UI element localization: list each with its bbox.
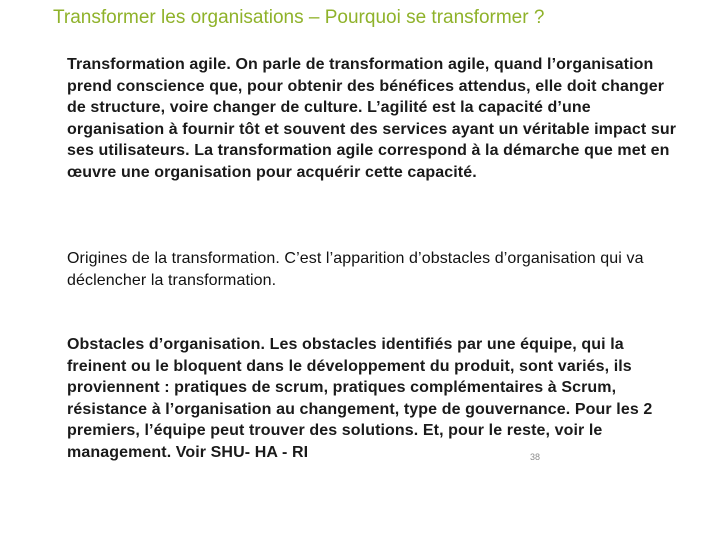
paragraph-transformation-agile: Transformation agile. On parle de transformation agile, quand l’organisation prend conscience que, pour obtenir des bénéfices attendus, elle doit changer de structure, voire changer de culture. L’agilité est la capacité d’une organisation à fournir tôt et souvent des services ayant un véritable impact sur ses utilisateurs. La transformation agile correspond à la démarche que met en œuvre une organisation pour acquérir cette capacité. [67, 56, 677, 181]
slide-title: Transformer les organisations – Pourquoi se transformer ? [53, 7, 545, 28]
page-number: 38 [530, 452, 541, 462]
paragraph-obstacles: Obstacles d’organisation. Les obstacles identifiés par une équipe, qui la freinent ou le bloquent dans le développement du produit, sont variés, ils proviennent : pratiques de scrum, pratiques complémentaires à Scrum, résistance à l’organisation au changement, type de gouvernance. Pour les 2 premiers, l’équipe peut trouver des solutions. Et, pour le reste, voir le management. Voir SHU- HA - RI [67, 336, 653, 461]
paragraph-origines: Origines de la transformation. C’est l’apparition d’obstacles d’organisation qui va déclencher la transformation. [67, 250, 644, 289]
